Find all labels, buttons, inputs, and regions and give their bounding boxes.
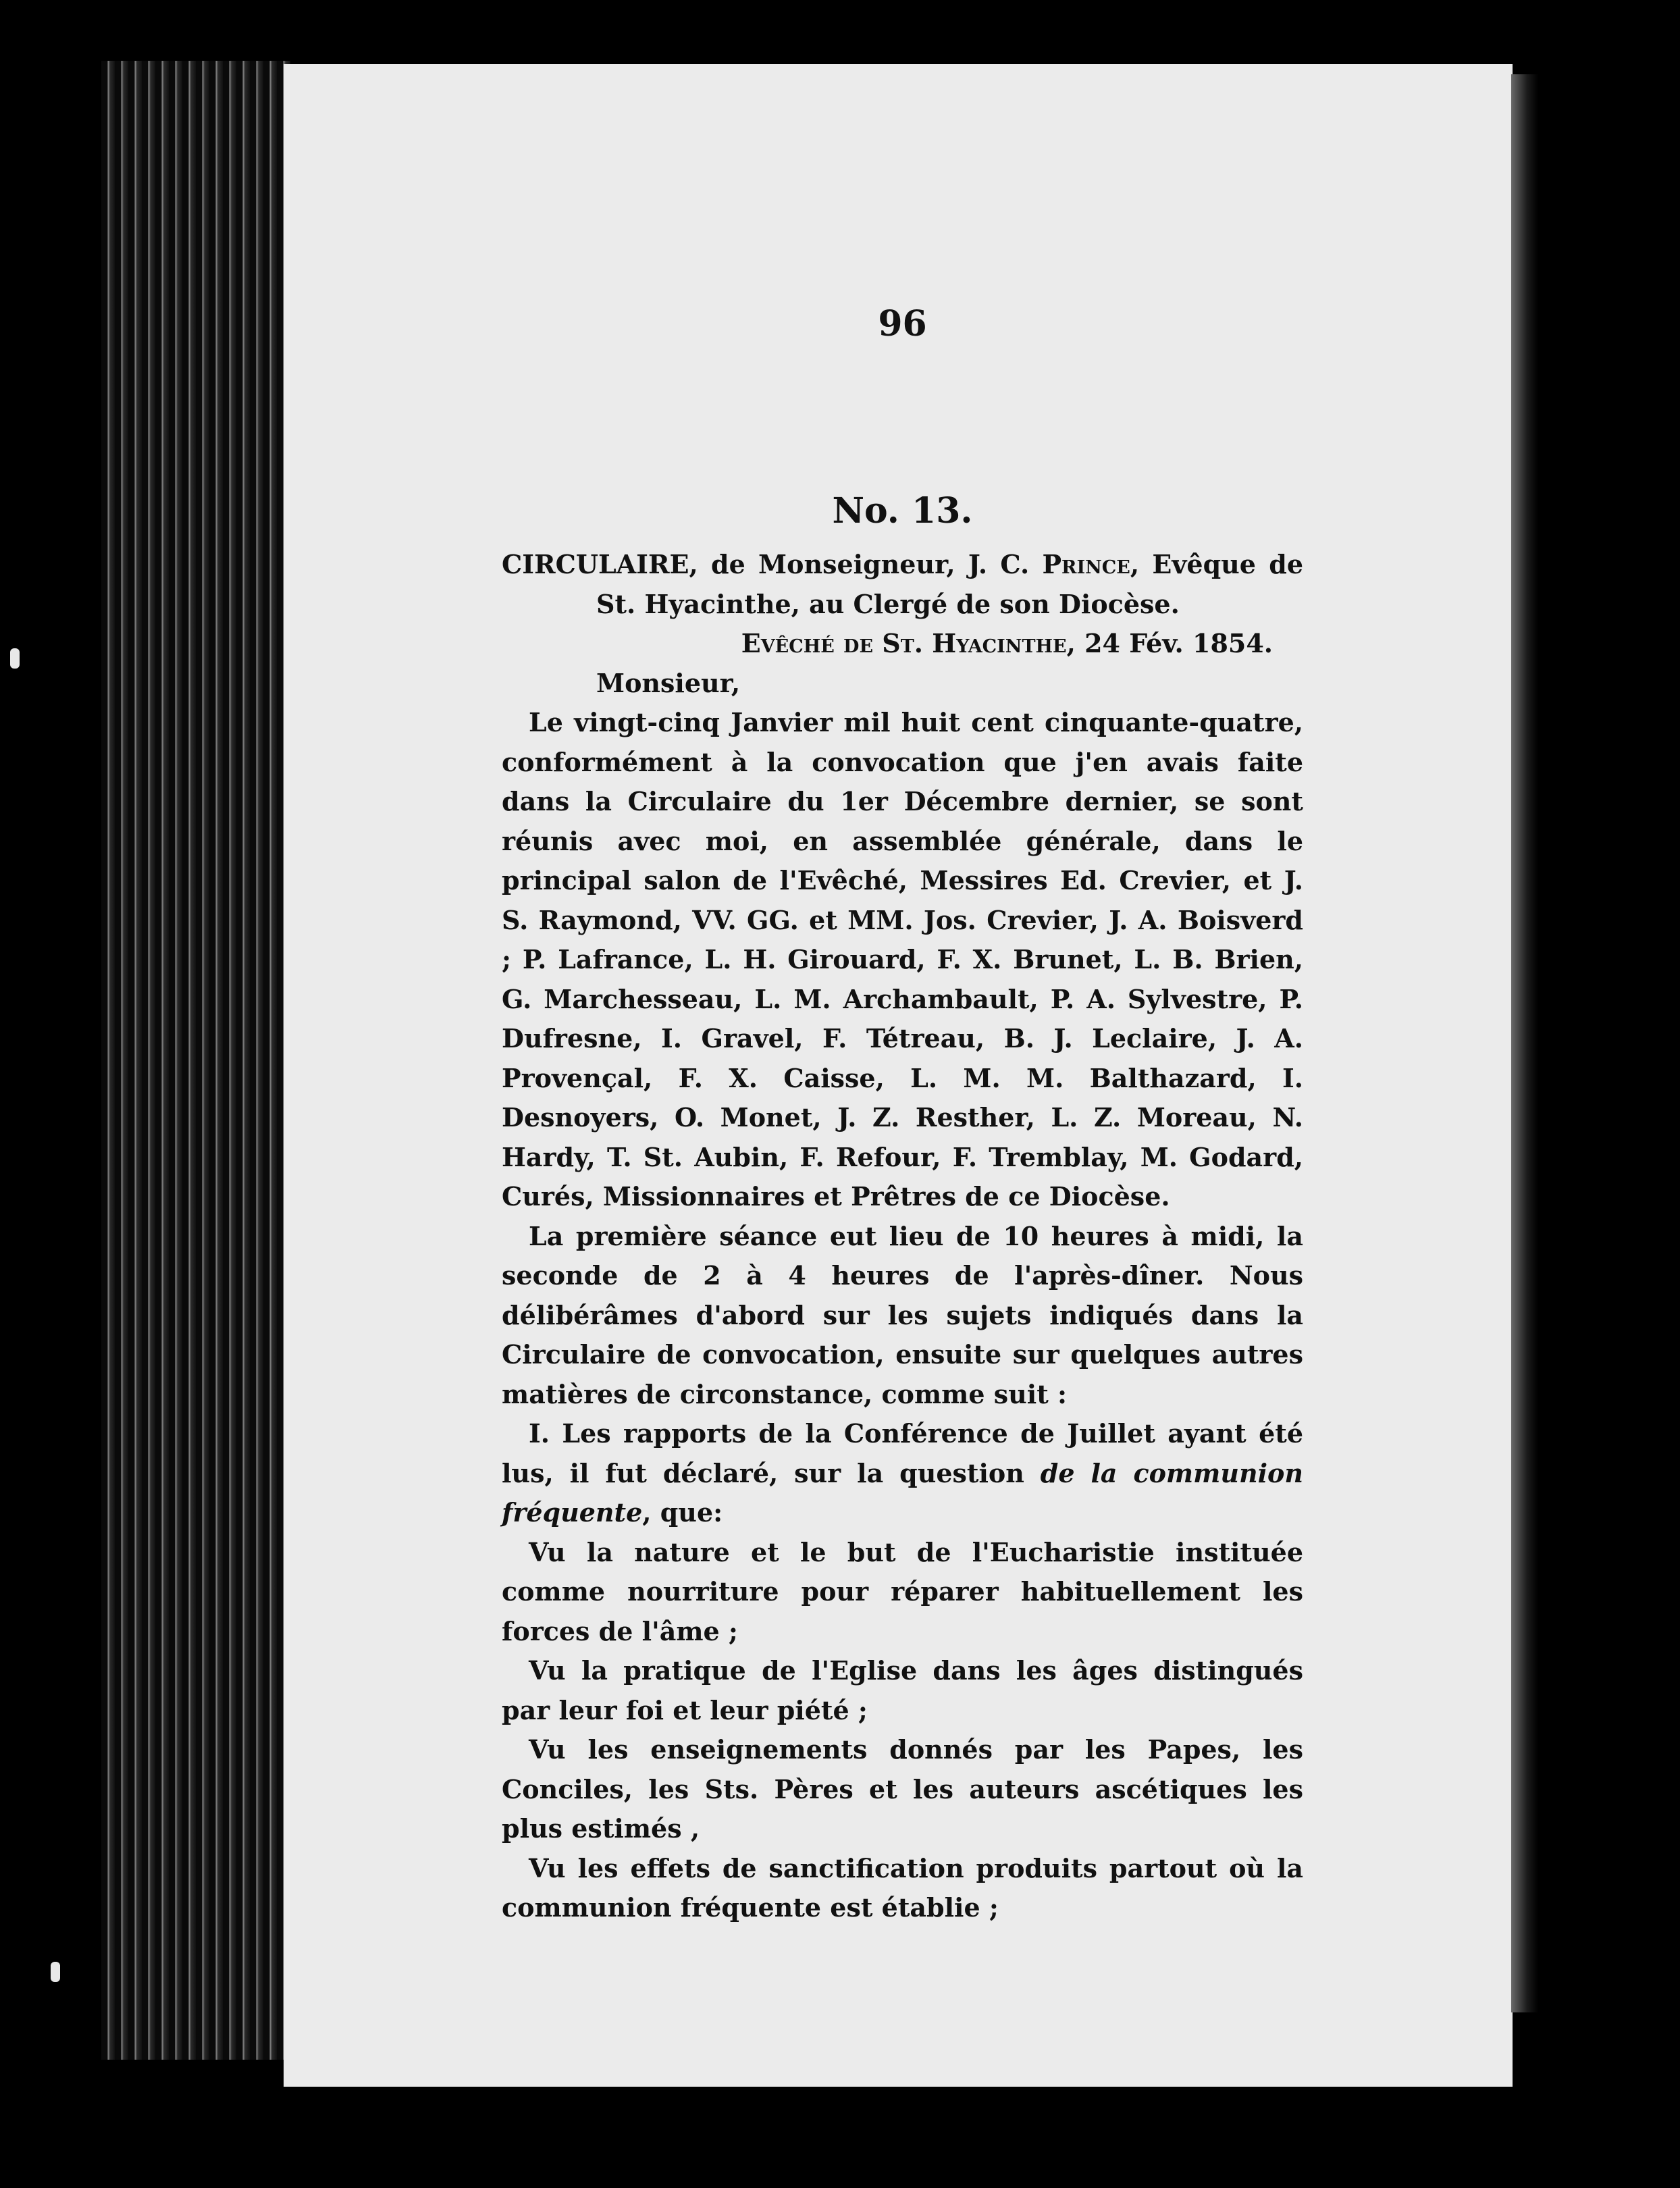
paragraph: Vu la nature et le but de l'Eucharistie instituée comme nourriture pour réparer habituellement les forces de l'âme ; xyxy=(502,1536,1303,1646)
dateline xyxy=(502,624,1303,664)
paragraph: Le vingt-cinq Janvier mil huit cent cinquante-quatre, conformément à la convocation que j'en avais faite dans la Circulaire du 1er Décembre dernier, se sont réunis avec moi, en assemblée générale, dans le principal salon de l'Evêché, Messires Ed. Crevier, et J. S. Raymond, VV. GG. et MM. Jos. Crevier, J. A. Boisverd ; P. Lafrance, L. H. Girouard, F. X. Brunet, L. B. Brien, G. Marchesseau, L. M. Archambault, P. A. Sylvestre, P. Dufresne, I. Gravel, F. Tétreau, B. J. Leclaire, J. A. Provençal, F. X. Caisse, L. M. M. Balthazard, I. Desnoyers, O. Monet, J. Z. Resther, L. Z. Moreau, N. Hardy, T. St. Aubin, F. Refour, F. Tremblay, M. Godard, Curés, Missionnaires et Prêtres de ce Diocèse. xyxy=(502,707,1303,1212)
paragraph: La première séance eut lieu de 10 heures à midi, la seconde de 2 à 4 heures de l'après-dîner. Nous délibérâmes d'abord sur les sujets indiqués dans la Circulaire de convocation, ensuite sur quelques autres matières de circonstance, comme suit : xyxy=(502,1220,1303,1409)
circular-heading xyxy=(502,545,1303,664)
circular-number: No. 13. xyxy=(832,490,973,531)
dateline-place: Evêché de St. Hyacinthe xyxy=(741,628,1067,658)
paragraph-text: I. Les rapports de la Conférence de Juillet ayant été lus, il fut déclaré, sur la question xyxy=(502,1418,1303,1488)
heading-from: de Monseigneur, J. C. xyxy=(698,549,1043,579)
page-number: 96 xyxy=(878,303,927,344)
scan-speck xyxy=(51,1962,60,1982)
heading-label: CIRCULAIRE, xyxy=(502,549,698,579)
paragraph-text: , que: xyxy=(642,1497,723,1528)
paragraph: Vu la pratique de l'Eglise dans les âges distingués par leur foi et leur piété ; xyxy=(502,1655,1303,1725)
heading-title-rest: , Evêque de xyxy=(1130,549,1303,579)
book-page-edges xyxy=(101,61,290,2060)
dateline-date: , 24 Fév. 1854. xyxy=(1066,628,1273,658)
page-gutter-shadow xyxy=(1511,74,1538,2012)
heading-line-2: St. Hyacinthe, au Clergé de son Diocèse. xyxy=(596,588,1180,619)
heading-line-1 xyxy=(502,545,1303,585)
salutation: Monsieur, xyxy=(596,667,741,698)
paragraph xyxy=(502,1414,1303,1533)
paragraph: Vu les enseignements donnés par les Papes, les Conciles, les Sts. Pères et les auteurs ascétiques les plus estimés , xyxy=(502,1734,1303,1844)
paragraph: Vu les effets de sanctification produits partout où la communion fréquente est établie ; xyxy=(502,1852,1303,1923)
paragraph-italic-text: de la communion fréquente xyxy=(502,1457,1304,1528)
scan-speck xyxy=(10,648,20,669)
page-text xyxy=(502,301,1303,1928)
heading-prince: Prince xyxy=(1042,549,1130,579)
